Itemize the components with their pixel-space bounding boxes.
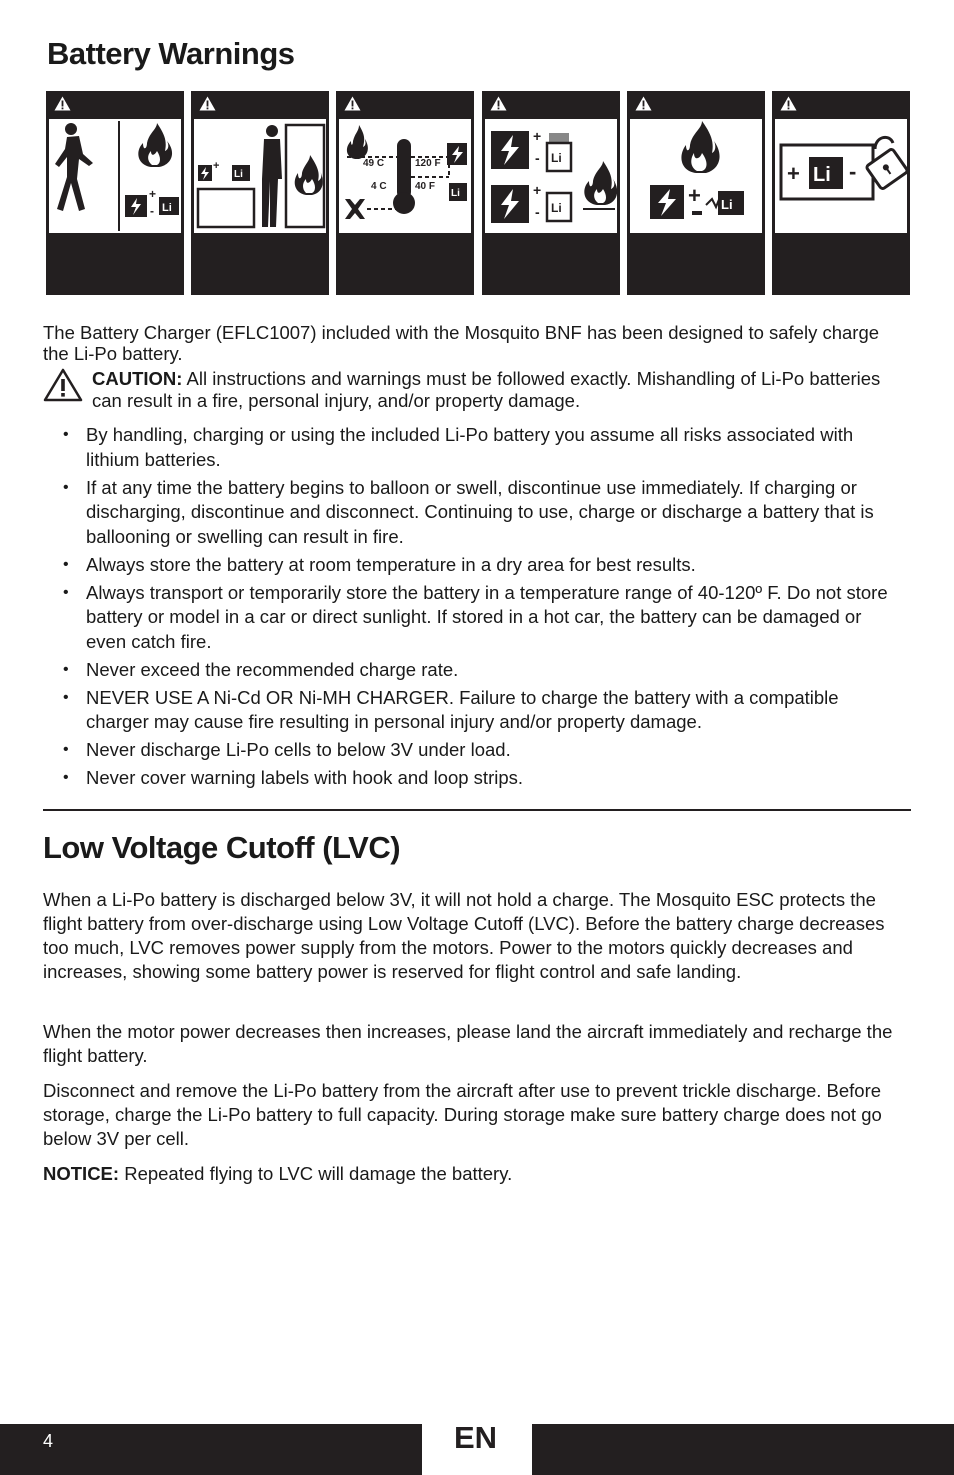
lvc-paragraph: Disconnect and remove the Li-Po battery from the aircraft after use to prevent trickle discharge. Before storage, charge the Li-Po battery to full capacity. During storage make sure battery charge does not go below 3V per cell. (43, 1080, 882, 1149)
notice-body: Repeated flying to LVC will damage the battery. (119, 1163, 513, 1184)
svg-text:40 F: 40 F (415, 181, 436, 192)
supervise-charging-icon (194, 119, 326, 233)
warning-triangle-icon (780, 96, 797, 111)
warning-panel-6 (772, 91, 910, 295)
svg-text:Li: Li (451, 188, 461, 199)
svg-text:+: + (532, 128, 541, 144)
svg-text:Li: Li (234, 169, 244, 180)
svg-text:120 F: 120 F (415, 158, 441, 169)
caution-body: All instructions and warnings must be followed exactly. Mishandling of Li-Po batteries can result in a fire, personal injury, and/or property damage. (92, 368, 881, 411)
list-item: • By handling, charging or using the included Li-Po battery you assume all risks associated with lithium batteries. (43, 423, 893, 472)
list-item: • Always store the battery at room temperature in a dry area for best results. (43, 553, 893, 578)
warning-panel-3 (336, 91, 474, 295)
svg-text:Li: Li (550, 201, 562, 215)
list-item: • Never cover warning labels with hook and loop strips. (43, 766, 893, 791)
list-item: • Never exceed the recommended charge rate. (43, 658, 893, 683)
footer-bar-left (0, 1424, 422, 1475)
battery-warning-list (43, 423, 893, 794)
warning-panel-1 (46, 91, 184, 295)
svg-text:4 C: 4 C (371, 181, 387, 192)
svg-text:+: + (149, 187, 157, 201)
language-tag: EN (454, 1420, 498, 1455)
section-title-battery-warnings: Battery Warnings (47, 36, 295, 71)
notice-paragraph (43, 1162, 908, 1186)
notice-label: NOTICE: (43, 1163, 120, 1184)
section-title-lvc: Low Voltage Cutoff (LVC) (43, 830, 401, 865)
battery-lock-icon (775, 119, 907, 233)
warning-triangle-icon (635, 96, 652, 111)
warning-triangle-icon (54, 96, 71, 111)
warning-triangle-icon (490, 96, 507, 111)
svg-text:Li: Li (550, 151, 562, 165)
svg-text:-: - (534, 150, 540, 166)
intro-paragraph: The Battery Charger (EFLC1007) included with the Mosquito BNF has been designed to safely charge the Li-Po battery. (43, 322, 880, 364)
walk-away-fire-icon (49, 119, 181, 233)
svg-text:Li: Li (720, 197, 733, 212)
svg-text:+: + (786, 161, 800, 186)
temperature-range-icon (339, 119, 471, 233)
lvc-paragraph: When a Li-Po battery is discharged below 3V, it will not hold a charge. The Mosquito ESC protects the flight battery from over-discharge using Low Voltage Cutoff (LVC). Before the battery charge decreases too much, LVC removes power supply from the motors. Power to the motors quickly decreases and increases, showing some battery power is reserved for flight control and safe landing. (43, 889, 885, 982)
list-item: • NEVER USE A Ni-Cd OR Ni-MH CHARGER. Failure to charge the battery with a compatible charger may cause fire resulting in personal injury and/or property damage. (43, 686, 893, 735)
caution-block (43, 368, 903, 412)
short-circuit-fire-icon (630, 119, 762, 233)
svg-text:-: - (848, 159, 857, 184)
warning-panel-2 (191, 91, 329, 295)
list-item: • Never discharge Li-Po cells to below 3V under load. (43, 738, 893, 763)
damaged-battery-fire-icon (485, 119, 617, 233)
caution-label: CAUTION: (92, 368, 183, 389)
svg-text:-: - (534, 204, 540, 220)
lvc-paragraph: When the motor power decreases then increases, please land the aircraft immediately and recharge the flight battery. (43, 1021, 893, 1066)
caution-text (92, 368, 903, 412)
caution-triangle-icon (43, 368, 83, 402)
list-item: • Always transport or temporarily store the battery in a temperature range of 40-120º F. Do not store battery or model in a car or direct sunlight. If stored in a hot car, the battery can be damaged or even catch fire. (43, 581, 893, 655)
svg-text:49 C: 49 C (363, 158, 385, 169)
svg-text:+: + (213, 160, 220, 172)
svg-text:Li: Li (812, 164, 831, 186)
warning-panel-5 (627, 91, 765, 295)
footer-bar-right (532, 1424, 954, 1475)
warning-triangle-icon (199, 96, 216, 111)
svg-text:+: + (532, 182, 541, 198)
section-divider (43, 809, 911, 811)
warning-panels (46, 91, 910, 295)
warning-triangle-icon (344, 96, 361, 111)
svg-text:Li: Li (162, 202, 172, 214)
list-item: • If at any time the battery begins to balloon or swell, discontinue use immediately. If charging or discharging, discontinue and disconnect. Continuing to use, charge or discharge a battery that is ballooning or swelling can result in fire. (43, 476, 893, 550)
warning-panel-4 (482, 91, 620, 295)
page-number: 4 (43, 1431, 54, 1451)
svg-text:-: - (150, 204, 154, 218)
svg-text:+: + (687, 183, 701, 208)
